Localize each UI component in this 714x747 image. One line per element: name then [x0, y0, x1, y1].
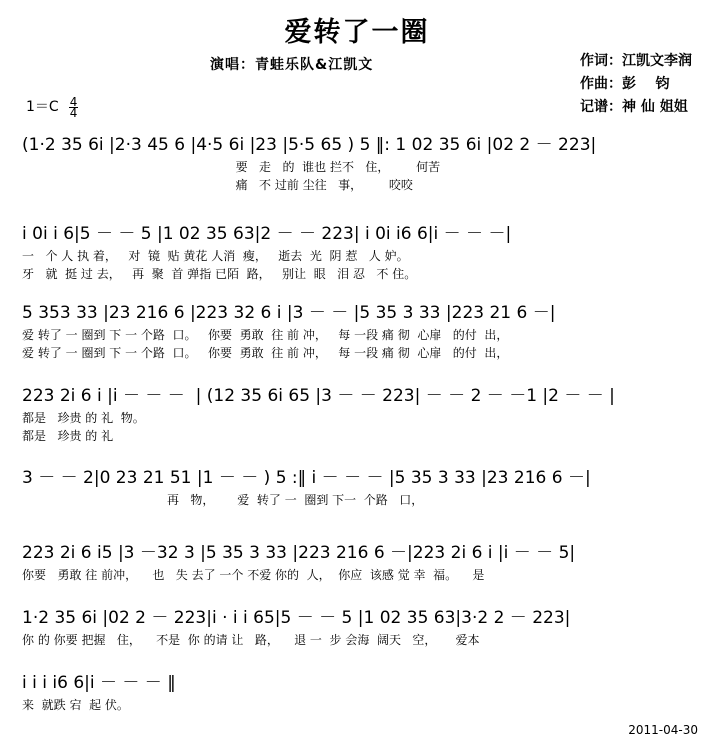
note-line: 5 353 33 |23 216 6 |223 32 6 i |3 － － |5 35 3 33 |223 21 6 －|	[22, 303, 556, 323]
key-signature	[26, 96, 78, 118]
date-stamp: 2011-04-30	[628, 723, 698, 737]
music-system	[0, 540, 714, 584]
note-line: 223 2i 6 i |i － － － | (12 35 6i 65 |3 － － 223| － － 2 － －1 |2 － － |	[22, 386, 615, 406]
note-line: 1·2 35 6i |02 2 － 223|i · i i 65|5 － － 5 |1 02 35 63|3·2 2 － 223|	[22, 608, 571, 628]
credits-block	[0, 54, 714, 128]
lyric-line: 爱 转了 一 圈到 下 一 个路 口。 你要 勇敢 往 前 冲， 每 一段 痛 彻 心扉 的付 出，	[22, 346, 509, 360]
music-system	[0, 605, 714, 649]
page-title: 爱转了一圈	[284, 17, 430, 48]
lyric-line: 一 个 人 执 着， 对 镜 贴 黄花 人消 瘦， 逝去 光 阴 惹 人 妒。	[22, 249, 409, 263]
music-system	[0, 132, 714, 194]
time-signature	[69, 94, 79, 120]
singer-label: 演唱：	[210, 56, 255, 73]
note-line: (1·2 35 6i |2·3 45 6 |4·5 6i |23 |5·5 65 ) 5 ‖: 1 02 35 6i |02 2 － 223|	[22, 135, 597, 155]
lyric-line: 你 的 你要 把握 住， 不是 你 的请 让 路， 退 一 步 会海 阔天 空， 爱本	[22, 633, 480, 647]
lyric-line: 都是 珍贵 的 礼	[22, 429, 114, 443]
music-system	[0, 465, 714, 509]
credit-right-block	[580, 50, 692, 119]
lyricist-line: 作词：江凯文李润	[580, 52, 692, 69]
note-line: i i i i6 6|i － － － ‖	[22, 673, 176, 693]
music-system	[0, 300, 714, 362]
lyric-line: 来 就跌 宕 起 伏。	[22, 698, 129, 712]
lyric-line: 牙 就 挺 过 去， 再 聚 首 弹指 已陌 路， 别让 眼 泪 忍 不 住。	[22, 267, 417, 281]
music-system	[0, 383, 714, 445]
music-system	[0, 670, 714, 714]
lyric-line: 痛 不 过前 尘往 事， 咬咬	[22, 178, 413, 192]
time-signature-denominator: 4	[69, 105, 78, 120]
note-line: 223 2i 6 i5 |3 －32 3 |5 35 3 33 |223 216 6 －|223 2i 6 i |i － － 5|	[22, 543, 576, 563]
lyric-line: 都是 珍贵 的 礼 物。	[22, 411, 145, 425]
lyric-line: 再 物， 爱 转了 一 圈到 下一 个路 口，	[22, 493, 424, 507]
music-system	[0, 221, 714, 283]
key-text: 1＝C	[26, 99, 59, 115]
note-line: 3 － － 2|0 23 21 51 |1 － － ) 5 :‖ i － － － |5 35 3 33 |23 216 6 －|	[22, 468, 591, 488]
singer-line	[210, 54, 373, 74]
note-line: i 0i i 6|5 － － 5 |1 02 35 63|2 － － 223| i 0i i6 6|i － － －|	[22, 224, 512, 244]
transcriber-line: 记谱：神 仙 姐姐	[580, 98, 688, 115]
composer-line: 作曲：彭 钧	[580, 75, 670, 92]
time-signature-numerator: 4	[69, 94, 78, 109]
singer-value: 青蛙乐队&江凯文	[255, 56, 374, 73]
lyric-line: 要 走 的 谁也 拦不 住， 何苦	[22, 160, 441, 174]
lyric-line: 你要 勇敢 往 前冲， 也 失 去了 一个 不爱 你的 人， 你应 该感 觉 幸 福。 是	[22, 568, 485, 582]
lyric-line: 爱 转了 一 圈到 下 一 个路 口。 你要 勇敢 往 前 冲， 每 一段 痛 彻 心扉 的付 出，	[22, 328, 509, 342]
